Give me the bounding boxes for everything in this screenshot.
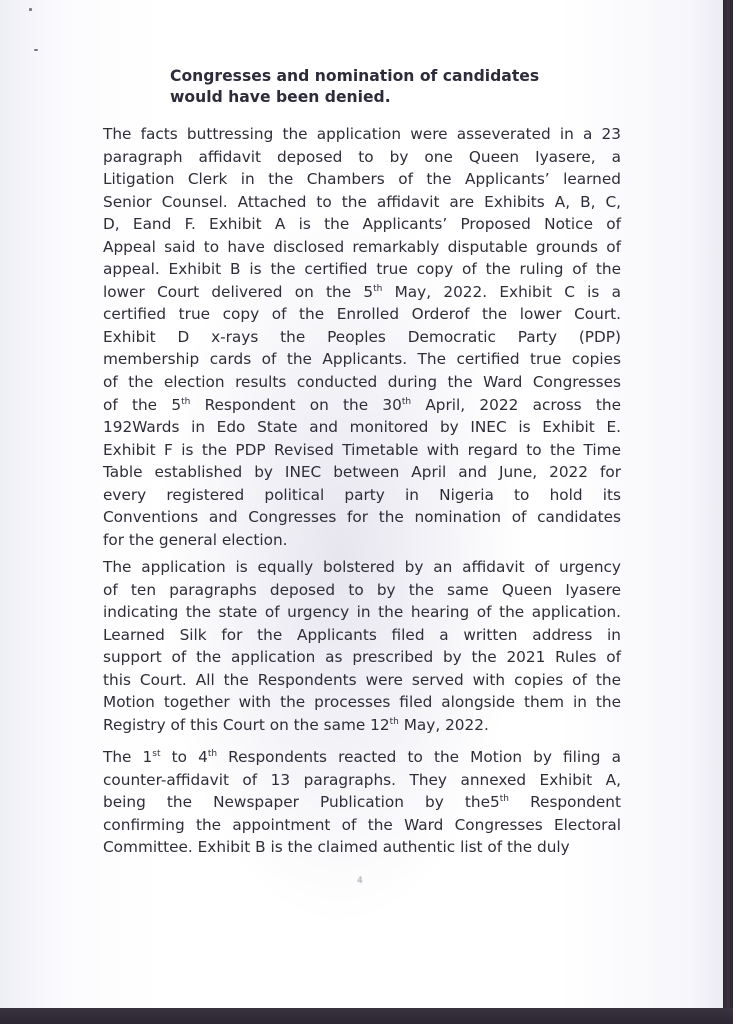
scan-speck [29, 8, 32, 11]
text-line [103, 836, 621, 859]
text-segment: lower Court delivered on the 5 [103, 282, 374, 301]
text-line [103, 461, 621, 484]
text-segment: The facts buttressing the application were asseverated in a 23 [103, 125, 621, 143]
text-segment: of ten paragraphs deposed to by the same Queen Iyasere [103, 580, 621, 599]
text-line [103, 746, 621, 769]
text-line [103, 506, 621, 529]
text-segment: 192Wards in Edo State and monitored by INEC is Exhibit E. [103, 418, 621, 437]
text-segment: membership cards of the Applicants. The certified true copies [103, 350, 621, 369]
ordinal-suffix: th [499, 794, 509, 805]
scan-speck [34, 49, 38, 51]
text-segment: Conventions and Congresses for the nomination of candidates [103, 508, 621, 527]
text-segment: indicating the state of urgency in the hearing of the application. [103, 603, 621, 622]
text-line [103, 691, 621, 714]
text-line [103, 484, 621, 507]
text-line [103, 258, 621, 281]
text-segment: being the Newspaper Publication by the5 [103, 793, 500, 812]
text-line [103, 371, 621, 394]
text-segment: Respondent on the 30 [190, 395, 402, 414]
paragraph-urgency [103, 556, 621, 736]
text-segment: of the election results conducted during the Ward Congresses [103, 373, 621, 392]
text-line [103, 416, 621, 439]
text-line [103, 814, 621, 837]
text-segment: of the 5 [103, 395, 182, 414]
text-line [103, 529, 621, 552]
text-segment: Committee. Exhibit B is the claimed authentic list of the duly [103, 838, 570, 857]
text-line [103, 601, 621, 624]
text-segment: Respondents reacted to the Motion by filing a [217, 748, 621, 766]
text-segment: counter-affidavit of 13 paragraphs. They annexed Exhibit A, [103, 770, 621, 789]
heading-line: Congresses and nomination of candidates [170, 67, 540, 85]
text-segment: for the general election. [103, 530, 288, 549]
paragraph-counter-affidavit [103, 746, 621, 859]
ordinal-suffix: th [373, 283, 383, 294]
text-segment: Registry of this Court on the same 12 [103, 715, 390, 734]
text-segment: every registered political party in Nigeria to hold its [103, 485, 621, 504]
ordinal-suffix: st [152, 749, 161, 759]
text-segment: Exhibit F is the PDP Revised Timetable with regard to the Time [103, 440, 621, 459]
text-segment: Senior Counsel. Attached to the affidavit are Exhibits A, B, C, [103, 192, 621, 211]
text-line [103, 624, 621, 647]
section-heading [170, 66, 570, 107]
text-segment: appeal. Exhibit B is the certified true copy of the ruling of the [103, 260, 621, 279]
text-line [103, 556, 621, 579]
ordinal-suffix: th [401, 396, 412, 407]
text-segment: Respondent [509, 793, 621, 812]
text-segment: Motion together with the processes filed alongside them in the [103, 693, 621, 712]
text-line [103, 769, 621, 792]
text-line [103, 579, 621, 602]
text-line [103, 236, 621, 259]
text-segment: Exhibit D x-rays the Peoples Democratic Party (PDP) [103, 327, 621, 346]
text-segment: Table established by INEC between April and June, 2022 for [103, 463, 621, 482]
ordinal-suffix: th [207, 749, 218, 759]
text-line [103, 146, 621, 169]
text-segment: Litigation Clerk in the Chambers of the Applicants’ learned [103, 170, 621, 189]
text-line [103, 168, 621, 191]
ordinal-suffix: th [389, 716, 399, 727]
ordinal-suffix: th [181, 396, 191, 407]
text-line [103, 213, 621, 236]
text-segment: April, 2022 across the [411, 395, 621, 414]
text-line [103, 714, 621, 737]
text-line [103, 791, 621, 814]
text-line [103, 191, 621, 214]
scanner-edge-bottom [0, 1008, 733, 1024]
scanner-edge-right [723, 0, 733, 1024]
text-segment: Learned Silk for the Applicants filed a written address in [103, 625, 621, 644]
text-line [103, 669, 621, 692]
text-segment: confirming the appointment of the Ward Congresses Electoral [103, 815, 621, 834]
page-number: 4 [357, 876, 363, 886]
text-line [103, 646, 621, 669]
text-line [103, 326, 621, 349]
text-line [103, 281, 621, 304]
text-segment: to 4 [160, 748, 208, 766]
text-line [103, 394, 621, 417]
text-segment: D, Eand F. Exhibit A is the Applicants’ Proposed Notice of [103, 215, 621, 234]
text-segment: May, 2022. Exhibit C is a [382, 282, 622, 301]
paragraph-facts [103, 123, 621, 551]
text-line [103, 439, 621, 462]
text-segment: paragraph affidavit deposed to by one Queen Iyasere, a [103, 147, 621, 166]
text-segment: support of the application as prescribed by the 2021 Rules of [103, 648, 621, 667]
text-segment: May, 2022. [398, 715, 489, 734]
text-line [103, 348, 621, 371]
text-segment: The application is equally bolstered by an affidavit of urgency [103, 558, 621, 576]
text-segment: Appeal said to have disclosed remarkably disputable grounds of [103, 237, 621, 256]
text-segment: certified true copy of the Enrolled Orderof the lower Court. [103, 305, 621, 324]
heading-line: would have been denied. [170, 87, 391, 106]
text-line [103, 123, 621, 146]
text-segment: The 1 [103, 748, 153, 766]
text-line [103, 303, 621, 326]
text-segment: this Court. All the Respondents were served with copies of the [103, 670, 621, 689]
